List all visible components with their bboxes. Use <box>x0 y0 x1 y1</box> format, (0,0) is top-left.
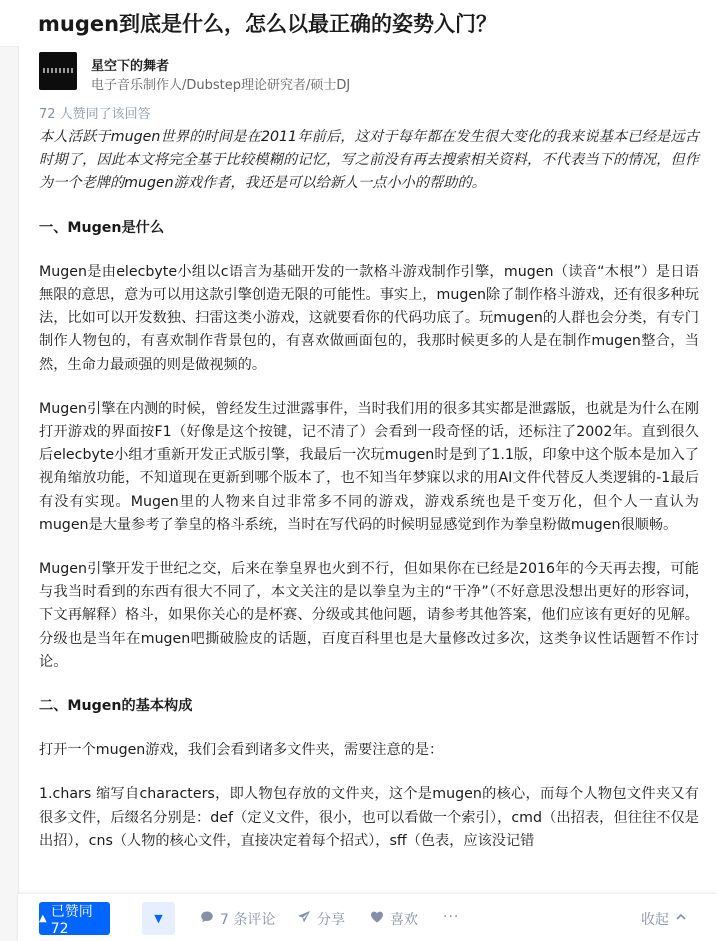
upvote-label: 已赞同 72 <box>50 903 93 937</box>
answer-paragraph: 本人活跃于mugen世界的时间是在2011年前后，这对于每年都在发生很大变化的我来说基本已经是远古时期了，因此本文将完全基于比较模糊的记忆，写之前没有再去搜索相关资料，不代表当下的情况，但作为一个老牌的mugen游戏作者，我还是可以给新人一点小小的帮助的。 <box>39 129 699 192</box>
author-info <box>39 52 699 92</box>
comments-button[interactable] <box>200 909 275 929</box>
heart-icon <box>370 910 384 928</box>
avatar[interactable] <box>39 52 77 90</box>
question-header <box>0 0 717 47</box>
vote-count[interactable]: 72 人赞同了该回答 <box>39 107 151 122</box>
more-icon: ··· <box>443 909 460 925</box>
answer-paragraph: 1.chars 缩写自characters，即人物包存放的文件夹，这个是mugen的核心，而每个人物包文件夹又有很多文件，后缀名分别是：def（定义文件，很小，也可以看做一个索引），cmd（出招表，但往往不仅是出招），cns（人物的核心文件，直接决定着每个招式），sff（色表，应该没记错 <box>39 786 699 849</box>
answer-action-bar <box>18 894 717 941</box>
answer-paragraph: Mugen引擎开发于世纪之交，后来在拳皇界也火到不行，但如果你在已经是2016年的今天再去搜，可能与我当时看到的东西有很大不同了，本文关注的是以拳皇为主的“干净”（不好意思没想出更好的形容词，下文再解释）格斗，如果你关心的是杯赛、分级或其他问题，请参考其他答案，他们应该有更好的见解。分级也是当年在mugen吧撕破脸皮的话题，百度百科里也是大量修改过多次，这类争议性话题暂不作讨论。 <box>39 561 699 670</box>
author-name[interactable]: 星空下的舞者 <box>91 59 170 74</box>
share-button[interactable] <box>297 909 345 929</box>
share-icon <box>297 910 311 928</box>
question-title[interactable]: mugen到底是什么，怎么以最正确的姿势入门？ <box>38 12 498 36</box>
section-heading: 二、Mugen的基本构成 <box>39 698 193 715</box>
like-button[interactable] <box>370 909 418 929</box>
share-label: 分享 <box>317 912 345 928</box>
downvote-button[interactable] <box>142 902 175 935</box>
section-heading: 一、Mugen是什么 <box>39 219 165 236</box>
upvote-button[interactable] <box>39 902 110 935</box>
answer-paragraph: Mugen是由elecbyte小组以c语言为基础开发的一款格斗游戏制作引擎，mugen（读音“木根”）是日语無限的意思，意为可以用这款引擎创造无限的可能性。事实上，mugen除了制作格斗游戏，还有很多种玩法，比如可以开发数独、扫雷这类小游戏，这就要看你的代码功底了。玩mugen的人群也会分类，有专门制作人物包的，有喜欢制作背景包的，有喜欢做画面包的，我那时候更多的人是在制作mugen整合，当然，生命力最顽强的则是做视频的。 <box>39 263 699 373</box>
like-label: 喜欢 <box>390 912 418 928</box>
comments-label: 7 条评论 <box>220 912 276 928</box>
triangle-down-icon: ▼ <box>154 912 163 925</box>
answer-paragraph: Mugen引擎在内测的时候，曾经发生过泄露事件，当时我们用的很多其实都是泄露版，也就是为什么在刚打开游戏的界面按F1（好像是这个按键，记不清了）会看到一段奇怪的话，还标注了2002年。直到很久后elecbyte小组才重新开发正式版引擎，我最后一次玩mugen时是到了1.1版，印象中这个版本是加入了视角缩放功能，不知道现在更新到哪个版本了，也不知当年梦寐以求的用AI文件代替反人类逻辑的-1最后有没有实现。Mugen里的人物来自过非常多不同的游戏，游戏系统也是千变万化，但个人一直认为mugen是大量参考了拳皇的格斗系统，当时在写代码的时候明显感觉到作为拳皇粉做mugen很顺畅。 <box>39 400 699 533</box>
author-bio: 电子音乐制作人/Dubstep理论研究者/硕士DJ <box>91 78 351 93</box>
triangle-up-icon: ▲ <box>39 913 47 924</box>
answer-content <box>39 126 699 853</box>
comment-icon <box>200 910 214 928</box>
collapse-label: 收起 <box>641 912 669 928</box>
chevron-up-icon <box>675 911 687 927</box>
collapse-button[interactable] <box>641 909 687 929</box>
answer-card <box>18 46 717 941</box>
more-button[interactable] <box>443 909 459 925</box>
avatar-logo-icon <box>43 68 73 73</box>
answer-paragraph: 打开一个mugen游戏，我们会看到诸多文件夹，需要注意的是： <box>39 742 444 759</box>
